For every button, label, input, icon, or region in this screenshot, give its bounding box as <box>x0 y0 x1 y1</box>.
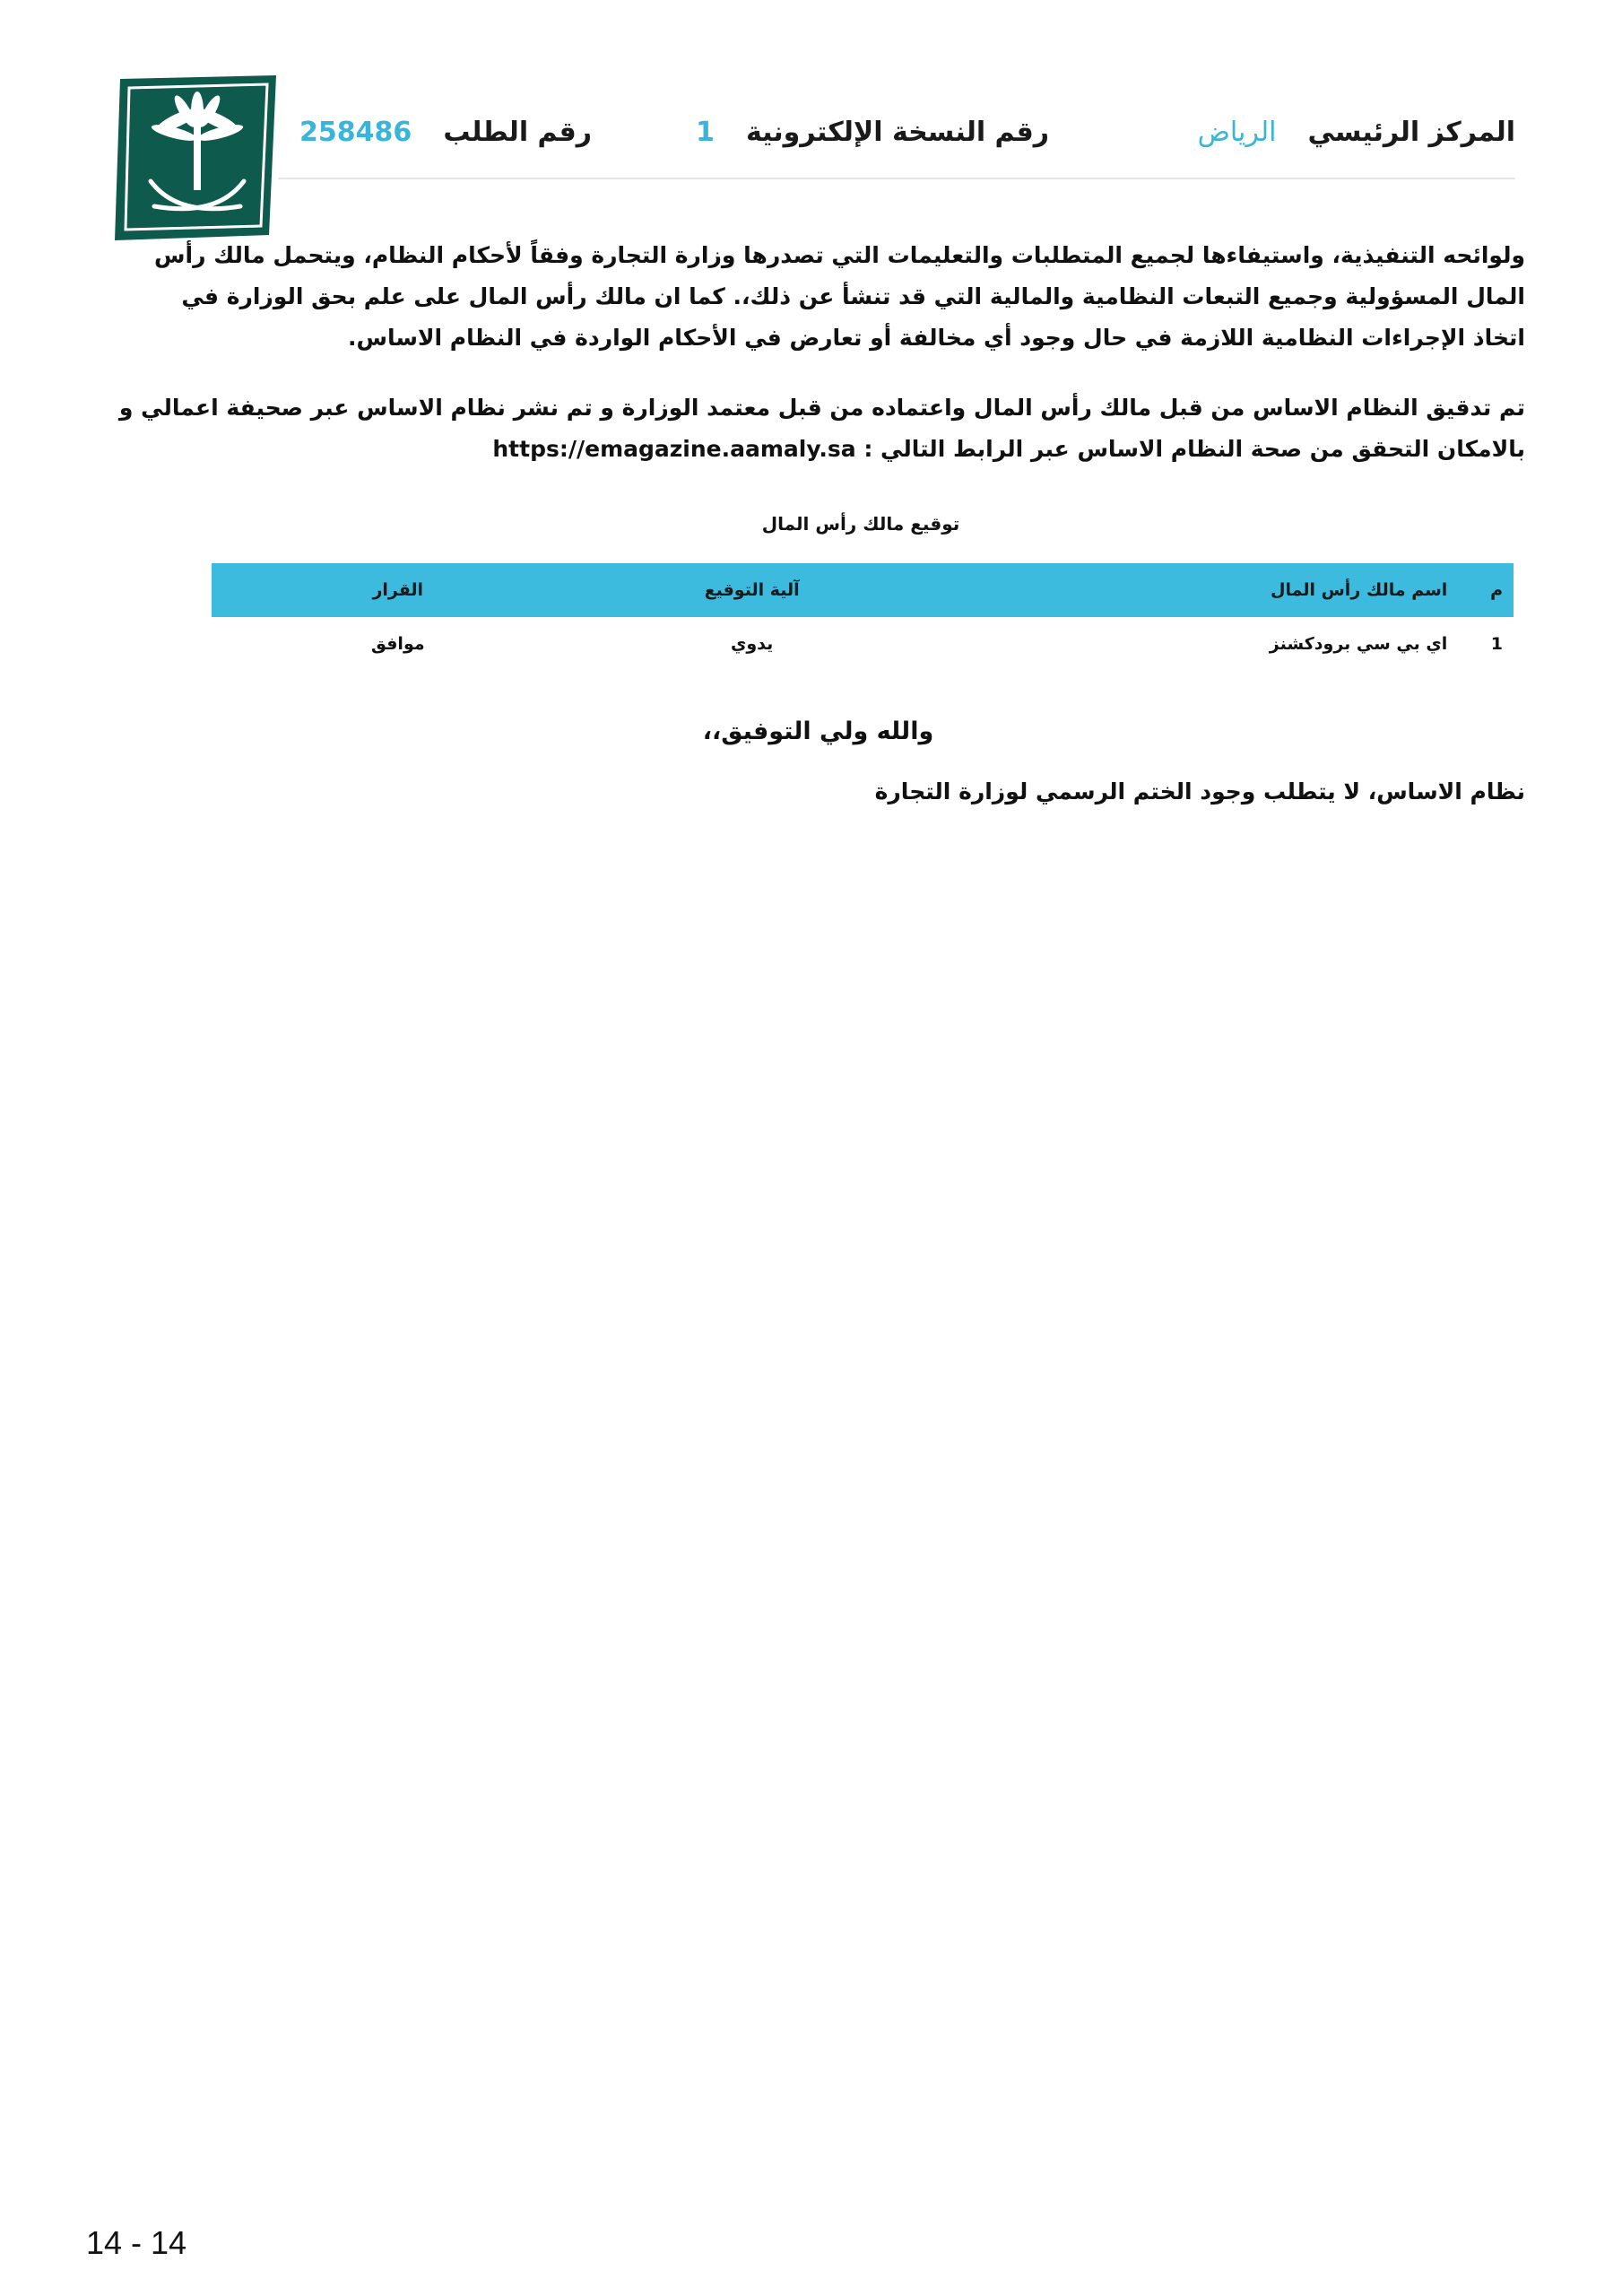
header-owner-name: اسم مالك رأس المال <box>920 563 1459 617</box>
header-signature-mechanism: آلية التوقيع <box>584 563 919 617</box>
main-center-value: الرياض <box>1197 117 1277 148</box>
signature-section-title: توقيع مالك رأس المال <box>761 513 960 535</box>
verification-text: تم تدقيق النظام الاساس من قبل مالك رأس المال واعتماده من قبل معتمد الوزارة و تم نشر نظام الاساس عبر صحيفة اعمالي و بالامكان التحقق من صحة النظام الاساس عبر الرابط التالي : <box>118 395 1525 462</box>
saudi-emblem-logo <box>115 75 280 240</box>
stamp-note: نظام الاساس، لا يتطلب وجود الختم الرسمي لوزارة التجارة <box>874 778 1525 804</box>
table-row <box>212 617 1514 671</box>
electronic-copy-value: 1 <box>695 117 715 148</box>
header-index: م <box>1458 563 1514 617</box>
signature-table-header <box>212 563 1514 617</box>
bylaws-verification-paragraph <box>91 387 1525 470</box>
request-number-label: رقم الطلب <box>443 117 592 148</box>
main-center-label: المركز الرئيسي <box>1307 117 1515 148</box>
closing-phrase: والله ولي التوفيق،، <box>702 718 934 745</box>
header-decision: القرار <box>212 563 584 617</box>
electronic-copy-label: رقم النسخة الإلكترونية <box>745 117 1049 148</box>
signature-table <box>212 563 1514 671</box>
row-signature-mechanism: يدوي <box>730 634 774 654</box>
row-decision: موافق <box>370 634 425 654</box>
page-number: 14 - 14 <box>86 2224 187 2261</box>
electronic-copy-field <box>696 117 1049 148</box>
bylaws-compliance-paragraph: ولوائحه التنفيذية، واستيفاءها لجميع المتطلبات والتعليمات التي تصدرها وزارة التجارة وفقاً لأحكام النظام، ويتحمل مالك رأس المال المسؤولية وجميع التبعات النظامية والمالية التي قد تنشأ عن ذلك،. كما ان مالك رأس المال على علم بحق الوزارة في اتخاذ الإجراءات النظامية اللازمة في حال وجود أي مخالفة أو تعارض في الأحكام الواردة في النظام الاساس. <box>154 242 1525 351</box>
request-number-field <box>299 117 592 148</box>
row-index: 1 <box>1490 634 1503 654</box>
main-center-field <box>1198 117 1515 148</box>
verification-link[interactable]: https://emagazine.aamaly.sa <box>492 436 856 462</box>
document-header <box>278 106 1515 179</box>
request-number-value: 258486 <box>299 117 412 148</box>
row-owner-name: اي بي سي برودكشنز <box>1269 634 1448 654</box>
